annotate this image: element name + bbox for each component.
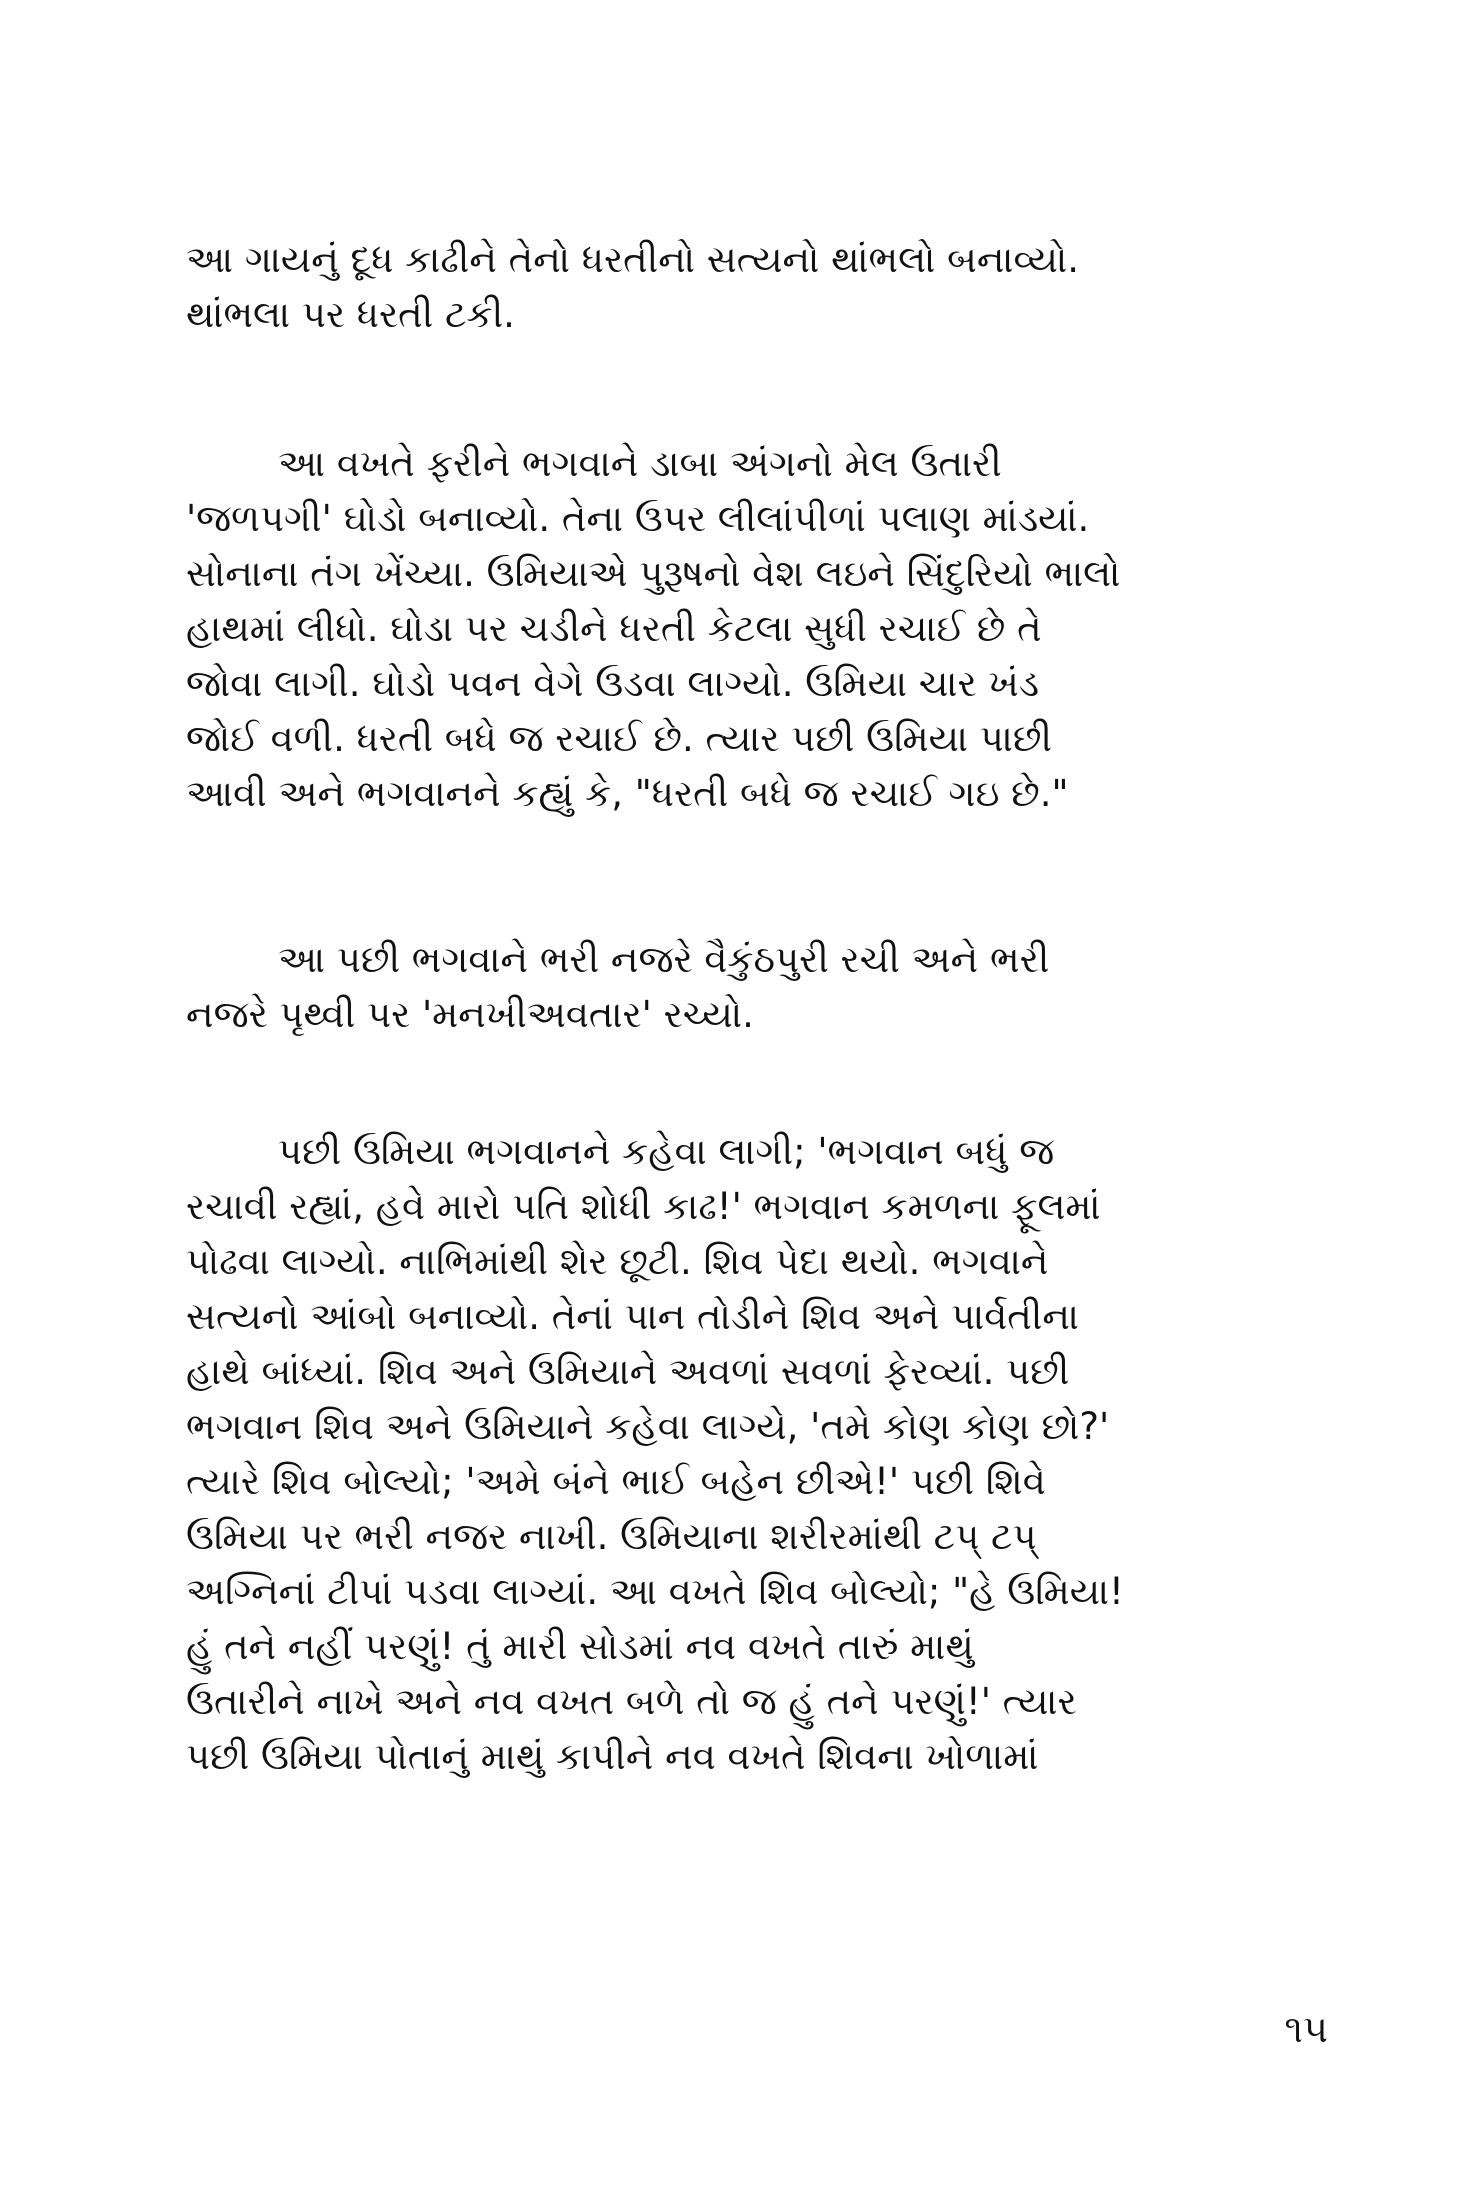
- text-line: પછી ઉમિયા ભગવાનને કહેવા લાગી; 'ભગવાન બધું જ: [278, 1130, 1055, 1173]
- text-line: સોનાના તંગ ખેંચ્યા. ઉમિયાએ પુરૂષનો વેશ લઇને સિંદુરિયો ભાલો: [186, 552, 1121, 595]
- text-line: હાથમાં લીધો. ઘોડા પર ચડીને ધરતી કેટલા સુધી રચાઈ છે તે: [186, 607, 1042, 650]
- text-line: જોઈ વળી. ધરતી બધે જ રચાઈ છે. ત્યાર પછી ઉમિયા પાછી: [186, 717, 1053, 760]
- text-line: સત્યનો આંબો બનાવ્યો. તેનાં પાન તોડીને શિવ અને પાર્વતીના: [186, 1295, 1079, 1338]
- text-line: 'જળપગી' ઘોડો બનાવ્યો. તેના ઉપર લીલાંપીળાં પલાણ માંડયાં.: [186, 497, 1090, 540]
- paragraph-2: [186, 436, 1304, 821]
- text-line: અગ્નિનાં ટીપાં પડવા લાગ્યાં. આ વખતે શિવ બોલ્યો; "હે ઉમિયા!: [186, 1570, 1124, 1613]
- text-line: ભગવાન શિવ અને ઉમિયાને કહેવા લાગ્યે, 'તમે કોણ કોણ છો?': [186, 1405, 1110, 1448]
- page-number: ૧૫: [1284, 2007, 1328, 2051]
- text-line: આવી અને ભગવાનને કહ્યું કે, "ધરતી બધે જ રચાઈ ગઇ છે.": [186, 772, 1069, 815]
- text-line: હાથે બાંધ્યાં. શિવ અને ઉમિયાને અવળાં સવળાં ફેરવ્યાં. પછી: [186, 1350, 1070, 1393]
- text-line: આ ગાયનું દૂધ કાઢીને તેનો ધરતીનો સત્યનો થાંભલો બનાવ્યો.: [186, 238, 1079, 281]
- text-line: રચાવી રહ્યાં, હવે મારો પતિ શોધી કાઢ!' ભગવાન કમળના ફૂલમાં: [186, 1185, 1101, 1228]
- text-line: નજરે પૃથ્વી પર 'મનખીઅવતાર' રચ્યો.: [186, 993, 754, 1036]
- text-line: પોઢવા લાગ્યો. નાભિમાંથી શેર છૂટી. શિવ પેદા થયો. ભગવાને: [186, 1240, 1049, 1283]
- text-line: ઉતારીને નાખે અને નવ વખત બળે તો જ હું તને પરણું!' ત્યાર: [186, 1680, 1077, 1723]
- text-line: આ પછી ભગવાને ભરી નજરે વૈકુંઠપુરી રચી અને ભરી: [278, 938, 1050, 981]
- paragraph-4: [186, 1124, 1304, 1784]
- text-line: પછી ઉમિયા પોતાનું માથું કાપીને નવ વખતે શિવના ખોળામાં: [186, 1735, 1039, 1778]
- text-line: આ વખતે ફરીને ભગવાને ડાબા અંગનો મેલ ઉતારી: [278, 442, 1002, 485]
- paragraph-3: [186, 932, 1304, 1042]
- paragraph-1: [186, 232, 1304, 342]
- text-line: હું તને નહીં પરણું! તું મારી સોડમાં નવ વખતે તારું માથું: [186, 1625, 974, 1668]
- text-line: ત્યારે શિવ બોલ્યો; 'અમે બંને ભાઈ બહેન છીએ!' પછી શિવે: [186, 1460, 1046, 1503]
- text-line: ઉમિયા પર ભરી નજર નાખી. ઉમિયાના શરીરમાંથી ટપ્ ટપ્: [186, 1515, 1037, 1558]
- text-line: જોવા લાગી. ઘોડો પવન વેગે ઉડવા લાગ્યો. ઉમિયા ચાર ખંડ: [186, 662, 1040, 705]
- text-line: થાંભલા પર ધરતી ટકી.: [186, 293, 515, 336]
